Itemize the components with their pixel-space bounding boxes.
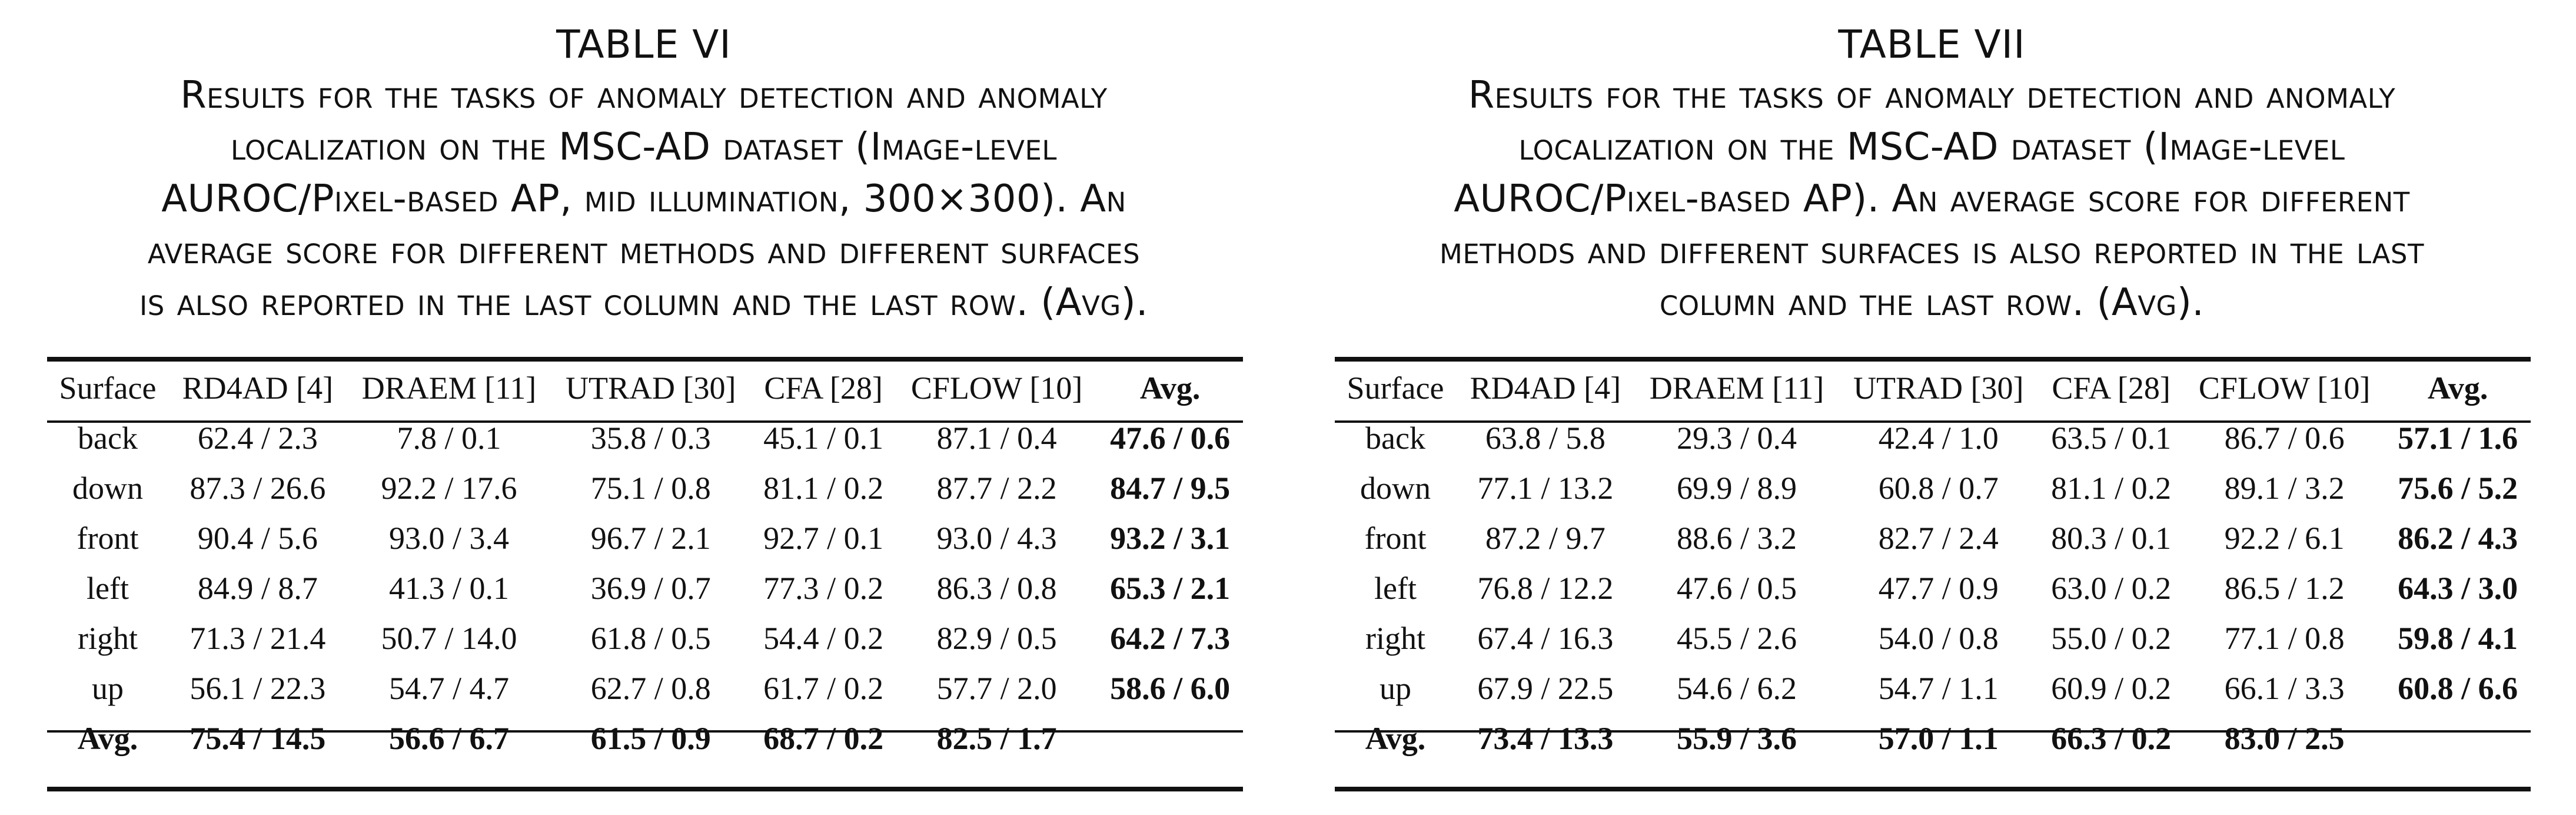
bottom-rule (1335, 787, 2531, 791)
avg-cell: 93.2 / 3.1 (1110, 520, 1231, 556)
row-label: left (87, 570, 129, 606)
caption-line: localization on the MSC-AD dataset (Image-level (231, 125, 1057, 169)
table-row (47, 613, 1243, 663)
row-label: back (1365, 420, 1425, 456)
avg-cell: 59.8 / 4.1 (2398, 620, 2518, 656)
table-row (1335, 663, 2531, 713)
column-header: UTRAD [30] (566, 370, 736, 406)
avg-cell: 65.3 / 2.1 (1110, 570, 1231, 606)
row-label: up (1379, 670, 1411, 706)
table-cell: 77.3 / 0.2 (763, 570, 884, 606)
caption-line: AUROC/Pixel-based AP). An average score for different (1454, 177, 2410, 221)
column-header: Avg. (1139, 370, 1201, 406)
table-row (1335, 513, 2531, 563)
table-cell: 87.3 / 26.6 (190, 470, 326, 506)
table-cell: 77.1 / 13.2 (1477, 470, 1614, 506)
table-cell: 45.1 / 0.1 (763, 420, 884, 456)
footer-row (1335, 713, 2531, 763)
table-cell: 54.7 / 4.7 (389, 670, 510, 706)
table-row (47, 463, 1243, 513)
table-row (47, 413, 1243, 463)
avg-cell: 60.8 / 6.6 (2398, 670, 2518, 706)
table-cell: 77.1 / 0.8 (2224, 620, 2345, 656)
table-cell: 62.7 / 0.8 (590, 670, 711, 706)
table-cell: 47.6 / 0.5 (1677, 570, 1797, 606)
caption-line: Results for the tasks of anomaly detection and anomaly (180, 74, 1108, 117)
column-header: Surface (59, 370, 157, 406)
caption-line: is also reported in the last column and the last row. (Avg). (139, 281, 1149, 324)
table-label: TABLE VII (1838, 22, 2026, 67)
table-cell: 61.7 / 0.2 (763, 670, 884, 706)
table-cell: 76.8 / 12.2 (1477, 570, 1614, 606)
caption-line: methods and different surfaces is also reported in the last (1440, 229, 2424, 273)
row-label: right (77, 620, 138, 656)
row-label: right (1365, 620, 1425, 656)
table-cell: 87.1 / 0.4 (936, 420, 1057, 456)
avg-cell: 82.5 / 1.7 (936, 720, 1057, 756)
table-cell: 71.3 / 21.4 (190, 620, 326, 656)
avg-cell: 58.6 / 6.0 (1110, 670, 1231, 706)
bottom-rule (47, 787, 1243, 791)
table-cell: 69.9 / 8.9 (1677, 470, 1797, 506)
table-cell: 92.2 / 17.6 (381, 470, 517, 506)
avg-cell: 61.5 / 0.9 (590, 720, 711, 756)
avg-cell: 83.0 / 2.5 (2224, 720, 2345, 756)
avg-cell: 55.9 / 3.6 (1677, 720, 1797, 756)
avg-cell: 75.4 / 14.5 (190, 720, 326, 756)
table-cell: 87.7 / 2.2 (936, 470, 1057, 506)
table-cell: 81.1 / 0.2 (2051, 470, 2172, 506)
table-cell: 96.7 / 2.1 (590, 520, 711, 556)
table-cell: 54.7 / 1.1 (1878, 670, 1999, 706)
table-cell: 82.7 / 2.4 (1878, 520, 1999, 556)
caption-line: AUROC/Pixel-based AP, mid illumination, 300×300). An (161, 177, 1126, 221)
row-label: back (78, 420, 138, 456)
table-cell: 84.9 / 8.7 (197, 570, 318, 606)
avg-cell: 66.3 / 0.2 (2051, 720, 2172, 756)
table-row (1335, 413, 2531, 463)
table-cell: 86.7 / 0.6 (2224, 420, 2345, 456)
table-cell: 75.1 / 0.8 (590, 470, 711, 506)
table-label: TABLE VI (556, 22, 732, 67)
row-label: left (1374, 570, 1417, 606)
table-cell: 60.8 / 0.7 (1878, 470, 1999, 506)
avg-cell: 73.4 / 13.3 (1477, 720, 1614, 756)
avg-cell: 75.6 / 5.2 (2398, 470, 2518, 506)
top-rule (47, 357, 1243, 362)
table-cell: 54.6 / 6.2 (1677, 670, 1797, 706)
table-cell: 29.3 / 0.4 (1677, 420, 1797, 456)
table-cell: 89.1 / 3.2 (2224, 470, 2345, 506)
table-cell: 82.9 / 0.5 (936, 620, 1057, 656)
avg-cell: 84.7 / 9.5 (1110, 470, 1231, 506)
header-row (47, 363, 1243, 413)
table-cell: 63.8 / 5.8 (1485, 420, 1606, 456)
caption-line: localization on the MSC-AD dataset (Image-level (1518, 125, 2345, 169)
table-cell: 88.6 / 3.2 (1677, 520, 1797, 556)
table-cell: 60.9 / 0.2 (2051, 670, 2172, 706)
results-table (1335, 363, 2531, 763)
table-row (47, 663, 1243, 713)
table-row (1335, 463, 2531, 513)
empty-cell (1097, 713, 1243, 763)
table-cell: 67.9 / 22.5 (1477, 670, 1614, 706)
table-cell: 45.5 / 2.6 (1677, 620, 1797, 656)
column-header: CFLOW [10] (2198, 370, 2371, 406)
table-cell: 90.4 / 5.6 (197, 520, 318, 556)
row-label: Avg. (1365, 720, 1426, 756)
column-header: UTRAD [30] (1853, 370, 2024, 406)
avg-cell: 68.7 / 0.2 (763, 720, 884, 756)
table-cell: 42.4 / 1.0 (1878, 420, 1999, 456)
column-header: DRAEM [11] (1649, 370, 1824, 406)
table-cell: 54.0 / 0.8 (1878, 620, 1999, 656)
table-cell: 56.1 / 22.3 (190, 670, 326, 706)
column-header: RD4AD [4] (182, 370, 334, 406)
table-cell: 7.8 / 0.1 (397, 420, 501, 456)
row-label: front (1364, 520, 1427, 556)
table-cell: 93.0 / 4.3 (936, 520, 1057, 556)
row-label: down (72, 470, 143, 506)
results-table (47, 363, 1243, 763)
empty-cell (2385, 713, 2531, 763)
header-row (1335, 363, 2531, 413)
column-header: RD4AD [4] (1470, 370, 1621, 406)
table-cell: 61.8 / 0.5 (590, 620, 711, 656)
row-label: down (1360, 470, 1431, 506)
table-cell: 55.0 / 0.2 (2051, 620, 2172, 656)
column-header: CFLOW [10] (910, 370, 1083, 406)
caption-line: column and the last row. (Avg). (1659, 281, 2205, 324)
column-header: CFA [28] (764, 370, 883, 406)
table-cell: 35.8 / 0.3 (590, 420, 711, 456)
avg-cell: 86.2 / 4.3 (2398, 520, 2518, 556)
table-cell: 93.0 / 3.4 (389, 520, 510, 556)
top-rule (1335, 357, 2531, 362)
caption-line: Results for the tasks of anomaly detection and anomaly (1468, 74, 2396, 117)
table-cell: 87.2 / 9.7 (1485, 520, 1606, 556)
table-row (47, 513, 1243, 563)
table-cell: 41.3 / 0.1 (389, 570, 510, 606)
table-cell: 62.4 / 2.3 (197, 420, 318, 456)
table-cell: 92.7 / 0.1 (763, 520, 884, 556)
avg-cell: 57.1 / 1.6 (2398, 420, 2518, 456)
avg-cell: 64.3 / 3.0 (2398, 570, 2518, 606)
column-header: Surface (1347, 370, 1444, 406)
avg-cell: 56.6 / 6.7 (389, 720, 510, 756)
table-cell: 81.1 / 0.2 (763, 470, 884, 506)
table-cell: 63.0 / 0.2 (2051, 570, 2172, 606)
column-header: Avg. (2427, 370, 2488, 406)
column-header: CFA [28] (2052, 370, 2171, 406)
table-cell: 47.7 / 0.9 (1878, 570, 1999, 606)
caption-line: average score for different methods and different surfaces (147, 229, 1141, 273)
table-cell: 67.4 / 16.3 (1477, 620, 1614, 656)
table-cell: 54.4 / 0.2 (763, 620, 884, 656)
footer-row (47, 713, 1243, 763)
column-header: DRAEM [11] (361, 370, 537, 406)
row-label: up (91, 670, 124, 706)
table-caption (0, 69, 1288, 329)
row-label: Avg. (77, 720, 138, 756)
table-row (1335, 613, 2531, 663)
avg-cell: 47.6 / 0.6 (1110, 420, 1231, 456)
table-cell: 36.9 / 0.7 (590, 570, 711, 606)
row-label: front (77, 520, 139, 556)
table-cell: 80.3 / 0.1 (2051, 520, 2172, 556)
table-cell: 86.5 / 1.2 (2224, 570, 2345, 606)
table-row (1335, 563, 2531, 613)
table-cell: 92.2 / 6.1 (2224, 520, 2345, 556)
table-cell: 50.7 / 14.0 (381, 620, 517, 656)
table-cell: 86.3 / 0.8 (936, 570, 1057, 606)
avg-cell: 64.2 / 7.3 (1110, 620, 1231, 656)
table-caption (1288, 69, 2576, 329)
table-cell: 63.5 / 0.1 (2051, 420, 2172, 456)
table-cell: 57.7 / 2.0 (936, 670, 1057, 706)
table-row (47, 563, 1243, 613)
avg-cell: 57.0 / 1.1 (1878, 720, 1999, 756)
table-cell: 66.1 / 3.3 (2224, 670, 2345, 706)
